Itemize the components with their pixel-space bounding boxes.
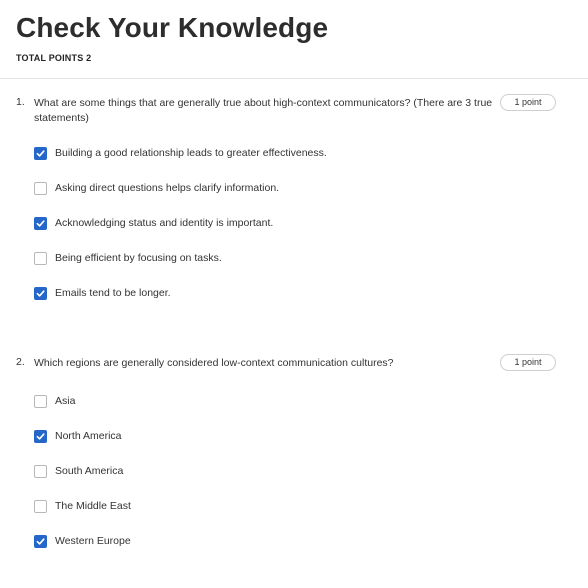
points-badge: 1 point <box>500 94 556 111</box>
question-number: 2. <box>16 356 25 368</box>
option-q1-1[interactable] <box>34 146 327 160</box>
question-text: What are some things that are generally true about high-context communicators? (There are 3 true statements) <box>34 97 493 124</box>
checkbox[interactable] <box>34 287 47 300</box>
checkbox[interactable] <box>34 217 47 230</box>
checkmark-icon <box>36 537 45 546</box>
question-number: 1. <box>16 96 25 108</box>
checkmark-icon <box>36 149 45 158</box>
option-q2-5[interactable] <box>34 534 131 548</box>
page-title: Check Your Knowledge <box>16 12 329 43</box>
checkbox[interactable] <box>34 430 47 443</box>
option-label: Emails tend to be longer. <box>55 287 171 299</box>
checkmark-icon <box>36 219 45 228</box>
total-points-label: TOTAL POINTS 2 <box>16 53 92 63</box>
option-label: Building a good relationship leads to greater effectiveness. <box>55 147 327 159</box>
option-label: The Middle East <box>55 500 131 512</box>
option-q2-2[interactable] <box>34 429 122 443</box>
option-q1-2[interactable] <box>34 181 279 195</box>
option-label: North America <box>55 430 122 442</box>
option-q1-5[interactable] <box>34 286 171 300</box>
checkmark-icon <box>36 432 45 441</box>
option-label: Asking direct questions helps clarify information. <box>55 182 280 194</box>
header-divider <box>0 78 588 79</box>
option-label: Being efficient by focusing on tasks. <box>55 252 222 264</box>
checkbox[interactable] <box>34 395 47 408</box>
checkbox[interactable] <box>34 147 47 160</box>
option-label: Western Europe <box>55 535 131 547</box>
checkbox[interactable] <box>34 500 47 513</box>
points-badge: 1 point <box>500 354 556 371</box>
checkbox[interactable] <box>34 535 47 548</box>
checkbox[interactable] <box>34 252 47 265</box>
checkbox[interactable] <box>34 465 47 478</box>
option-q2-3[interactable] <box>34 464 123 478</box>
option-q2-1[interactable] <box>34 394 75 408</box>
option-label: Asia <box>55 395 76 407</box>
option-q1-4[interactable] <box>34 251 222 265</box>
option-label: South America <box>55 465 124 477</box>
option-q1-3[interactable] <box>34 216 273 230</box>
option-q2-4[interactable] <box>34 499 131 513</box>
checkbox[interactable] <box>34 182 47 195</box>
question-text: Which regions are generally considered low-context communication cultures? <box>34 357 394 369</box>
option-label: Acknowledging status and identity is important. <box>55 217 274 229</box>
checkmark-icon <box>36 289 45 298</box>
